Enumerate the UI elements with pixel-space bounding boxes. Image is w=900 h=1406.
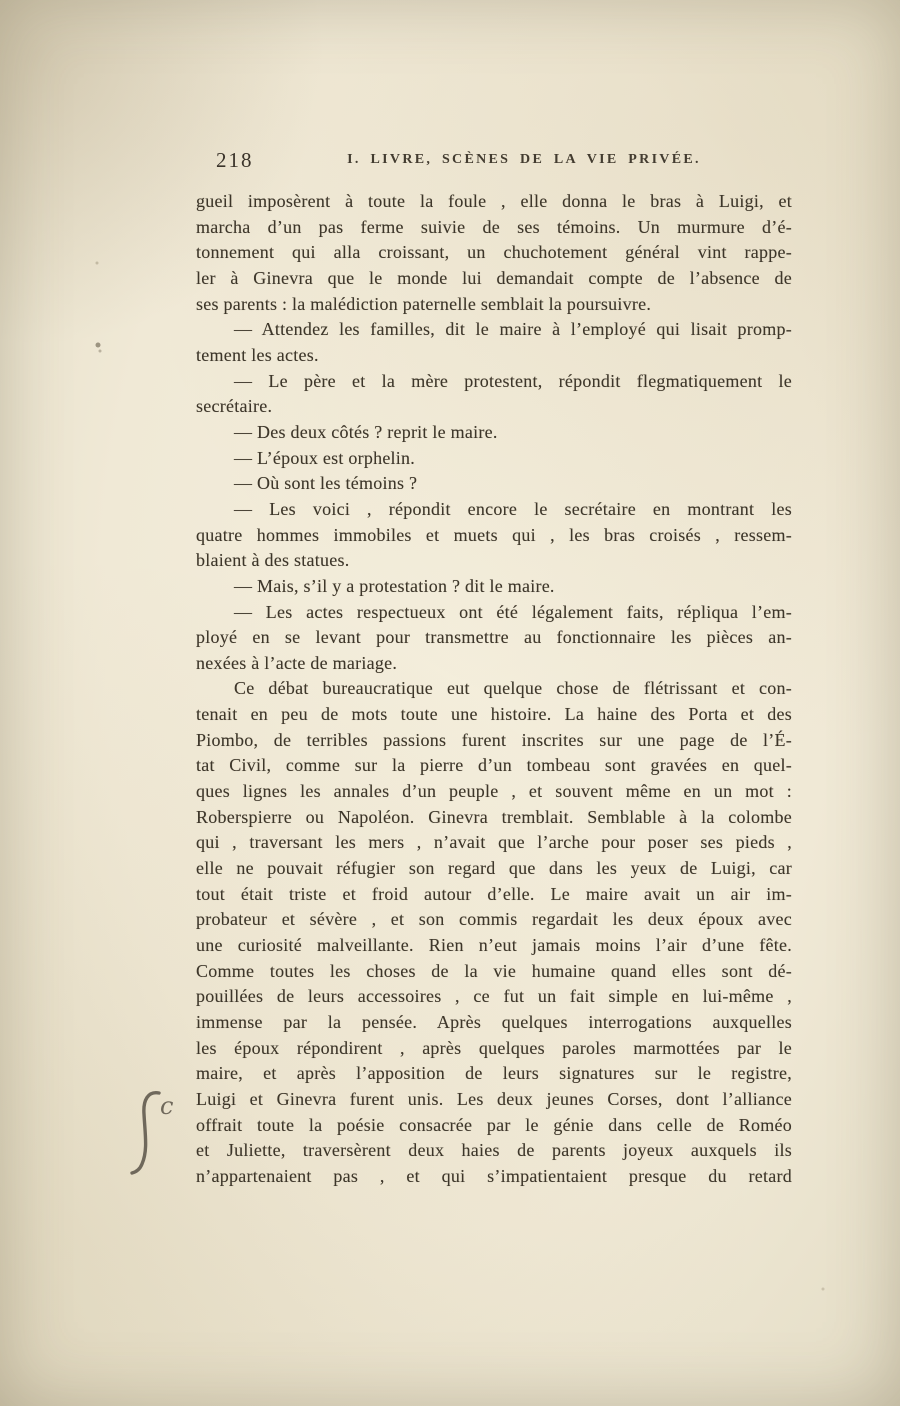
- text-line: tat Civil, comme sur la pierre d’un tombeau sont gravées en quel-: [196, 755, 792, 776]
- text-line: tonnement qui alla croissant, un chuchotement général vint rappe-: [196, 242, 792, 263]
- text-line: pouillées de leurs accessoires , ce fut un fait simple en lui-même ,: [196, 986, 792, 1007]
- text-line: quatre hommes immobiles et muets qui , les bras croisés , ressem-: [196, 524, 792, 545]
- text-line: — Où sont les témoins ?: [234, 473, 418, 494]
- text-line: — Les voici , répondit encore le secrétaire en montrant les: [234, 498, 792, 519]
- text-line: blaient à des statues.: [196, 550, 350, 571]
- page-number: 218: [216, 148, 254, 172]
- text-line: probateur et sévère , et son commis regardait les deux époux avec: [196, 909, 792, 930]
- text-line: — Mais, s’il y a protestation ? dit le maire.: [234, 575, 555, 596]
- text-line: immense par la pensée. Après quelques interrogations auxquelles: [196, 1012, 792, 1032]
- text-line: secrétaire.: [196, 396, 273, 417]
- running-header-title: I. LIVRE, SCÈNES DE LA VIE PRIVÉE.: [347, 152, 701, 167]
- text-line: — Des deux côtés ? reprit le maire.: [234, 421, 498, 442]
- text-line: ses parents : la malédiction paternelle semblait la poursuivre.: [196, 293, 652, 314]
- text-line: Luigi et Ginevra furent unis. Les deux jeunes Corses, dont l’alliance: [196, 1088, 792, 1109]
- text-line: Comme toutes les choses de la vie humaine quand elles sont dé-: [196, 960, 792, 981]
- text-line: — Attendez les familles, dit le maire à l’employé qui lisait promp-: [234, 319, 792, 340]
- text-line: les époux répondirent , après quelques paroles marmottées par le: [196, 1037, 792, 1058]
- text-line: elle ne pouvait réfugier son regard que dans les yeux de Luigi, car: [196, 858, 792, 879]
- text-line: tenait en peu de mots toute une histoire. La haine des Porta et des: [196, 704, 792, 725]
- text-line: offrait toute la poésie consacrée par le génie dans celle de Roméo: [196, 1114, 792, 1135]
- text-line: et Juliette, traversèrent deux haies de parents joyeux auxquels ils: [196, 1140, 792, 1161]
- paragraph: [196, 189, 792, 317]
- text-line: marcha d’un pas ferme suivie de ses témoins. Un murmure d’é-: [196, 216, 792, 237]
- text-line: Ce débat bureaucratique eut quelque chose de flétrissant et con-: [234, 678, 792, 699]
- paragraph: [196, 420, 792, 446]
- running-head: [196, 148, 792, 174]
- text-line: tement les actes.: [196, 344, 319, 365]
- paragraph: [196, 471, 792, 497]
- text-line: nexées à l’acte de mariage.: [196, 652, 398, 673]
- paragraph: [196, 676, 792, 1189]
- text-block: [196, 189, 792, 1190]
- text-line: — L’époux est orphelin.: [234, 447, 416, 468]
- paragraph: [196, 446, 792, 472]
- pencil-letter: c: [160, 1092, 174, 1120]
- text-line: — Le père et la mère protestent, répondit flegmatiquement le: [234, 370, 792, 391]
- paragraph: [196, 574, 792, 600]
- text-line: Piombo, de terribles passions furent inscrites sur une page de l’É-: [196, 729, 792, 750]
- text-line: ployé en se levant pour transmettre au fonctionnaire les pièces an-: [196, 627, 792, 648]
- text-line: une curiosité malveillante. Rien n’eut jamais moins l’air d’une fête.: [196, 935, 792, 956]
- text-line: ler à Ginevra que le monde lui demandait compte de l’absence de: [196, 267, 792, 288]
- handwritten-margin-mark: [126, 1086, 188, 1178]
- text-line: — Les actes respectueux ont été légalement faits, répliqua l’em-: [234, 601, 792, 622]
- paragraph: [196, 497, 792, 574]
- paragraph: [196, 369, 792, 420]
- text-line: maire, et après l’apposition de leurs signatures sur le registre,: [196, 1063, 792, 1084]
- text-line: tout était triste et froid autour d’elle. Le maire avait un air im-: [196, 883, 792, 904]
- text-line: gueil imposèrent à toute la foule , elle donna le bras à Luigi, et: [196, 191, 792, 211]
- text-line: ques lignes les annales d’un peuple , et souvent même en un mot :: [196, 781, 792, 802]
- text-line: qui , traversant les mers , n’avait que l’arche pour poser ses pieds ,: [196, 832, 792, 853]
- pencil-bracket-stroke: [126, 1086, 188, 1178]
- text-line: n’appartenaient pas , et qui s’impatientaient presque du retard: [196, 1165, 792, 1186]
- paper-specks: [0, 0, 2, 2]
- text-line: Roberspierre ou Napoléon. Ginevra tremblait. Semblable à la colombe: [196, 806, 792, 827]
- paragraph: [196, 317, 792, 368]
- paragraph: [196, 600, 792, 677]
